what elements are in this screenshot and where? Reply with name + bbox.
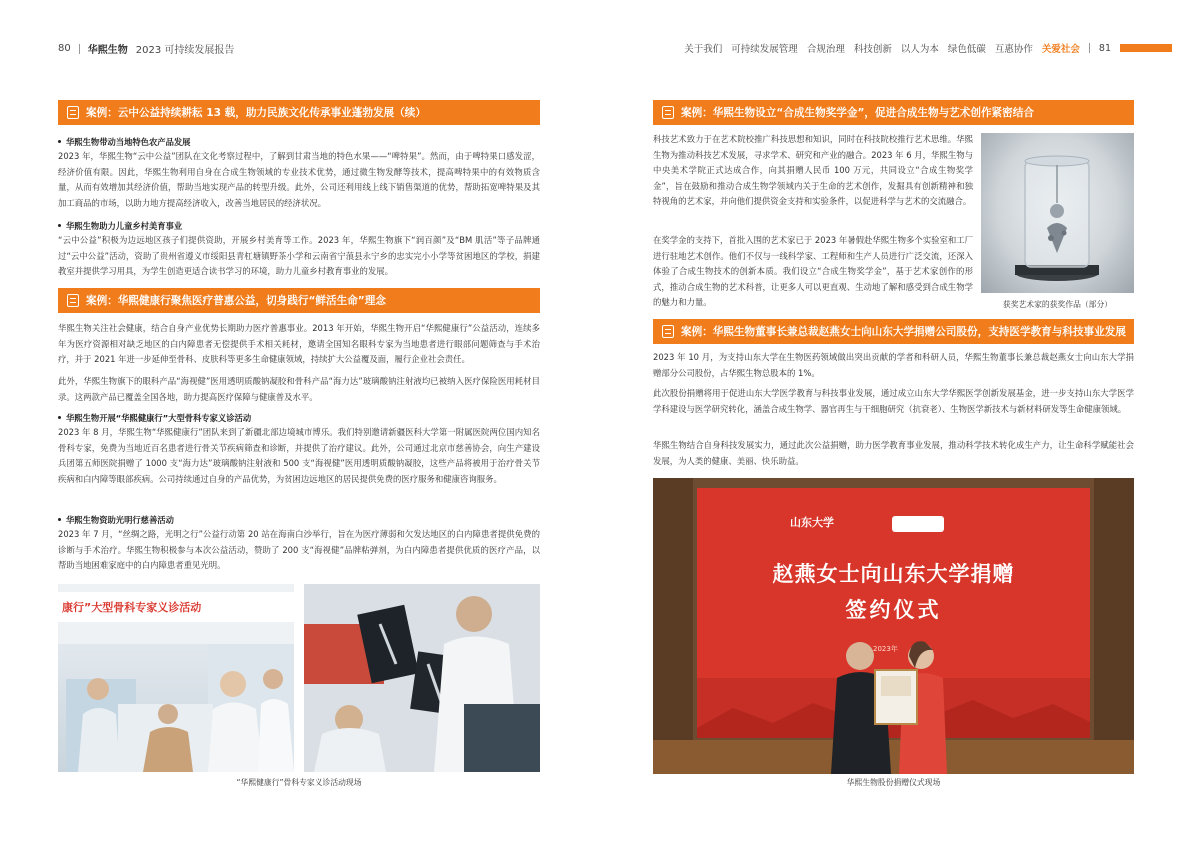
left-page-number: 80 <box>58 43 71 54</box>
subheading-orthopedics: 华熙生物开展“华熙健康行”大型骨科专家义诊活动 <box>58 412 251 424</box>
shandong-university-logo: 山东大学 <box>790 516 834 529</box>
document-icon <box>67 294 79 307</box>
paragraph-art-education: “云中公益”积极为边远地区孩子们提供资助，开展乡村美育等工作。2023 年，华熙生物旗下“润百颜”及“BM 肌活”等子品牌通过“云中公益”活动，资助了贵州省遵义市绥阳县青杠塘镇野茶小学和云南省宁蒗县永宁乡的忠实完小小学等贫困地区的学校，捐建教室并提供学习用具，为学生创造更适合读书学习的环境，助力儿童乡村教育事业的发展。 <box>58 235 540 276</box>
header-divider <box>79 44 80 54</box>
caption-orthopedics-event: “华熙健康行”骨科专家义诊活动现场 <box>236 778 362 787</box>
event-sign: 康行”大型骨科专家义诊活动 <box>62 601 202 614</box>
glass-dome-artwork-illustration <box>981 133 1134 293</box>
case-banner-scholarship <box>653 100 1134 125</box>
nav-society-active[interactable]: 关爱社会 <box>1041 44 1080 55</box>
paragraph-health-intro: 华熙生物关注社会健康，结合自身产业优势长期助力医疗普惠事业。2013 年开始，华熙生物开启“华熙健康行”公益活动，连续多年为医疗资源相对缺乏地区的白内障患者无偿提供手术相关耗材，邀请全国知名眼科专家为当地患者进行眼部问题筛查与手术治疗，并于 2021 年进一步延伸至骨科、皮肤科等更多生命健康领域，持续扩大公益覆及面，履行企业社会责任。 <box>58 323 540 364</box>
subheading-art-education: 华熙生物助力儿童乡村美育事业 <box>58 220 182 232</box>
paragraph-donation-purpose: 此次股份捐赠将用于促进山东大学医学教育与科技事业发展，通过成立山东大学华熙医学创新发展基金，进一步支持山东大学医学学科建设与医学研究转化，涵盖合成生物学、器官再生与干细胞研究（抗衰老）、生物医学新技术与新材料研发等生命健康领域。 <box>653 388 1134 414</box>
paragraph-donation-impact: 华熙生物结合自身科技发展实力，通过此次公益捐赠，助力医学教育事业发展，推动科学技术转化成生产力，让生命科学赋能社会发展，为人类的健康、美丽、快乐助益。 <box>653 440 1134 466</box>
caption-signing-ceremony: 华熙生物股份捐赠仪式现场 <box>846 778 941 787</box>
signing-ceremony-photo <box>653 478 1134 774</box>
subheading-bright-journey: 华熙生物资助光明行慈善活动 <box>58 514 174 526</box>
subheading-agri: 华熙生物带动当地特色农产品发展 <box>58 136 190 148</box>
report-title: 2023 可持续发展报告 <box>135 45 235 56</box>
clinic-photo <box>58 584 294 772</box>
paragraph-bright-journey: 2023 年 7 月，“丝绸之路，光明之行”公益行动第 20 站在海南白沙举行，旨在为医疗薄弱和欠发达地区的白内障患者提供免费的诊断与手术治疗。华熙生物积极参与本次公益活动，赞助了 200 支“海视健”品牌粘弹剂，为白内障患者提供优质的医疗产品，以帮助当地困难家庭中的白内障患者重见光明。 <box>58 529 540 570</box>
bullet-dot <box>58 518 61 521</box>
nav-about[interactable]: 关于我们 <box>684 44 723 55</box>
header-accent-bar <box>1120 44 1172 52</box>
right-page-number: 81 <box>1098 42 1111 54</box>
paragraph-health-products: 此外，华熙生物旗下的眼科产品“海视健”医用透明质酸钠凝胶和骨科产品“海力达”玻璃酸钠注射液均已被纳入医疗保险医用耗材目录。这两款产品已覆盖全国各地，助力提高医疗保障与健康普及水平。 <box>58 376 540 402</box>
paragraph-scholarship: 科技艺术致力于在艺术院校推广科技思想和知识，同时在科技院校推行艺术思维。华熙生物为推动科技艺术发展，寻求学术、研究和产业的融合。2023 年 6 月，华熙生物与中央美术学院正式达成合作，向其捐赠人民币 100 万元，共同设立“合成生物奖学金”，旨在鼓励和推动合成生物学领域内关于生命的艺术创作，发掘具有创新精神和独特视角的艺术家，并向他们提供资金支持和实验条件，以促进科学与艺术的交流融合。 <box>653 134 973 206</box>
banner-title: 案例：华熙生物设立“合成生物奖学金”，促进合成生物与艺术创作紧密结合 <box>681 107 1034 119</box>
document-icon <box>662 106 674 119</box>
brand-name: 华熙生物 <box>87 45 128 56</box>
banner-title: 案例：云中公益持续耕耘 13 载，助力民族文化传承事业蓬勃发展（续） <box>86 107 426 119</box>
bloomage-logo <box>892 516 944 532</box>
case-banner-share-donation <box>653 319 1134 344</box>
bullet-dot <box>58 416 61 419</box>
screen-date: 2023年 <box>873 645 898 653</box>
nav-sustainability-management[interactable]: 可持续发展管理 <box>731 44 798 55</box>
award-artwork-photo <box>981 133 1134 293</box>
paragraph-agri: 2023 年，华熙生物“云中公益”团队在文化考察过程中，了解到甘肃当地的特色水果——“啤特果”。然而，由于啤特果口感发涩，经济价值有限。因此，华熙生物利用自身在合成生物领域的专业技术优势，通过微生物发酵等技术，提高啤特果中的有效物质含量，从而有效增加其经济价值，帮助当地实现产品的转型升级。此外，公司还利用线上线下销售渠道的优势，帮助拓宽啤特果及其加工商品的市场，以助力地方提高经济收入，改善当地居民的经济状况。 <box>58 151 540 208</box>
paragraph-orthopedics: 2023 年 8 月，华熙生物“华熙健康行”团队来到了新疆北部边境城市博乐。我们特别邀请新疆医科大学第一附属医院两位国内知名骨科专家，免费为当地近百名患者进行骨关节疾病筛查和诊断，并提供了治疗建议。此外，公司通过北京市慈善协会，向生产建设兵团第五师医院捐赠了 1000 支“海力达”玻璃酸钠注射液和 500 支“海视健”医用透明质酸钠凝胶，这些产品将被用于治疗骨关节疾病和白内障等眼部疾病。公司持续通过自身的产品优势，为贫困边远地区的居民提供免费的医疗服务和健康咨询服务。 <box>58 427 540 484</box>
banner-title: 案例：华熙生物董事长兼总裁赵燕女士向山东大学捐赠公司股份，支持医学教育与科技事业发展 <box>681 326 1126 338</box>
nav-cooperation[interactable]: 互惠协作 <box>994 44 1033 55</box>
left-page-header <box>58 41 234 56</box>
case-banner-health-tour <box>58 288 540 313</box>
nav-innovation[interactable]: 科技创新 <box>853 44 892 55</box>
bullet-dot <box>58 224 61 227</box>
screen-subtitle: 签约仪式 <box>845 598 942 622</box>
nav-compliance[interactable]: 合规治理 <box>806 44 845 55</box>
nav-people[interactable]: 以人为本 <box>900 44 939 55</box>
screen-title: 赵燕女士向山东大学捐赠 <box>772 562 1015 586</box>
header-divider <box>1089 43 1090 53</box>
bullet-dot <box>58 140 61 143</box>
paragraph-donation-announcement: 2023 年 10 月，为支持山东大学在生物医药领域做出突出贡献的学者和科研人员，华熙生物董事长兼总裁赵燕女士向山东大学捐赠部分公司股份，占华熙生物总股本的 1%。 <box>653 352 1134 378</box>
xray-scene-illustration <box>304 584 540 772</box>
chapter-nav <box>684 41 1172 55</box>
xray-consultation-photo <box>304 584 540 772</box>
paragraph-artist-residency: 在奖学金的支持下，首批入围的艺术家已于 2023 年暑假赴华熙生物多个实验室和工厂进行驻地艺术创作。他们不仅与一线科学家、工程师和生产人员进行广泛交流，还深入体验了合成生物技术的创新本质。我们设立“合成生物奖学金”，基于艺术家创作的形式，推动合成生物的艺术科普，让更多人可以更直观、生动地了解和感受到合成生物学的魅力和力量。 <box>653 235 973 307</box>
document-icon <box>662 325 674 338</box>
caption-artwork: 获奖艺术家的获奖作品（部分） <box>1002 300 1113 309</box>
nav-green[interactable]: 绿色低碳 <box>947 44 986 55</box>
banner-title: 案例：华熙健康行聚焦医疗普惠公益，切身践行“鲜活生命”理念 <box>86 295 386 307</box>
document-icon <box>67 106 79 119</box>
case-banner-cloud-charity <box>58 100 540 125</box>
